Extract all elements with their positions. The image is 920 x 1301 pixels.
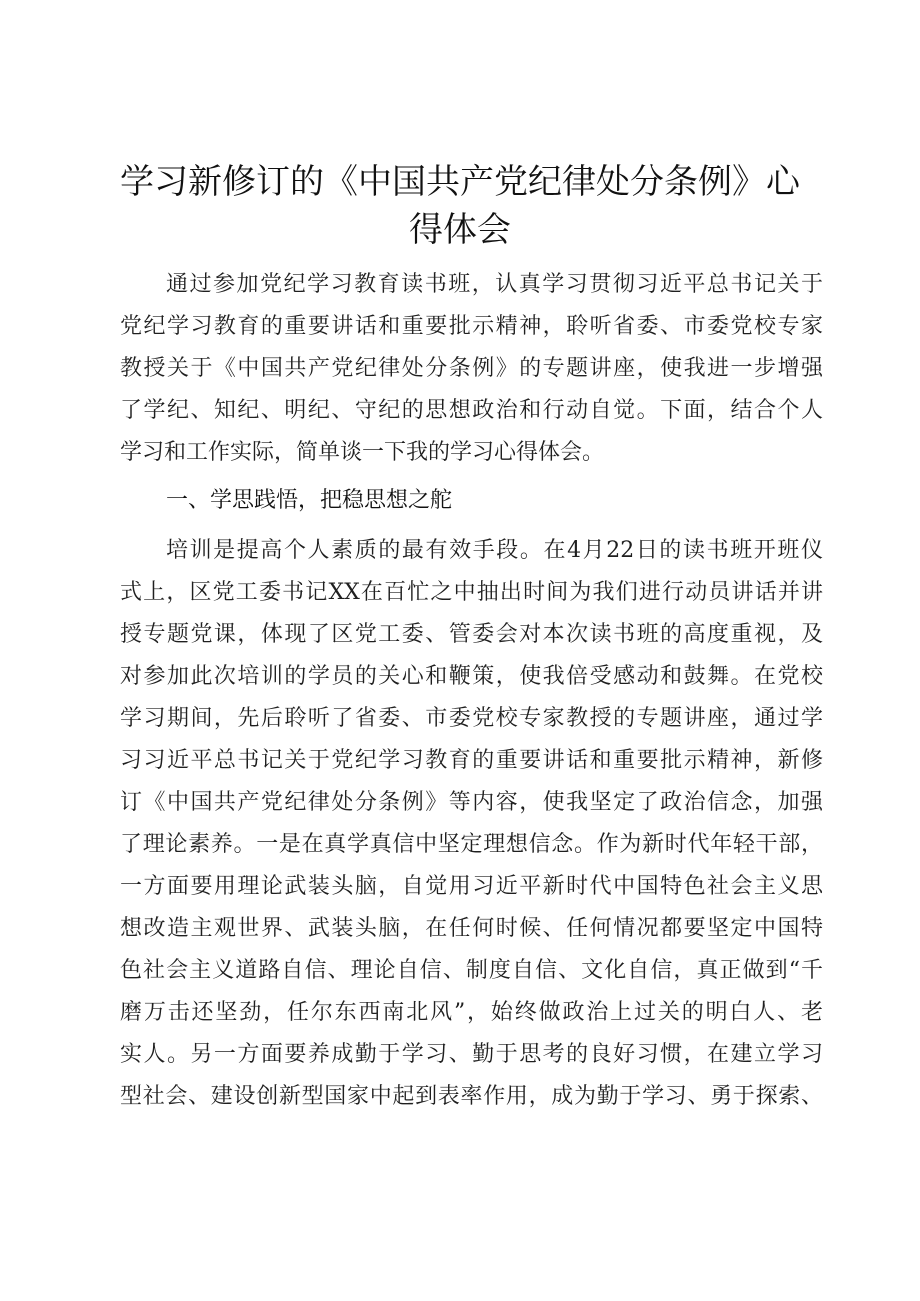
paragraph-1-line-2: 党纪学习教育的重要讲话和重要批示精神，聆听省委、市委党校专家 — [120, 314, 823, 339]
paragraph-2-line-1: 培训是提高个人素质的最有效手段。在4月22日的读书班开班仪 — [166, 538, 823, 563]
paragraph-2-line-4: 对参加此次培训的学员的关心和鞭策，使我倍受感动和鼓舞。在党校 — [120, 664, 823, 689]
paragraph-1-line-1: 通过参加党纪学习教育读书班，认真学习贯彻习近平总书记关于 — [166, 272, 823, 297]
document-title-line-2: 得体会 — [409, 210, 511, 250]
paragraph-2-line-2: 式上，区党工委书记XX在百忙之中抽出时间为我们进行动员讲话并讲 — [120, 580, 823, 605]
paragraph-2-line-9: 一方面要用理论武装头脑，自觉用习近平新时代中国特色社会主义思 — [120, 874, 823, 899]
paragraph-2-line-8: 了理论素养。一是在真学真信中坚定理想信念。作为新时代年轻干部， — [120, 832, 823, 857]
paragraph-2-line-10: 想改造主观世界、武装头脑，在任何时候、任何情况都要坚定中国特 — [120, 916, 823, 941]
paragraph-2-line-12: 磨万击还坚劲，任尔东西南北风”，始终做政治上过关的明白人、老 — [120, 1000, 823, 1025]
paragraph-2-line-7: 订《中国共产党纪律处分条例》等内容，使我坚定了政治信念，加强 — [120, 790, 823, 815]
paragraph-2-line-5: 学习期间，先后聆听了省委、市委党校专家教授的专题讲座，通过学 — [120, 706, 823, 731]
section-1-heading: 一、学思践悟，把稳思想之舵 — [166, 488, 453, 513]
paragraph-1-line-3: 教授关于《中国共产党纪律处分条例》的专题讲座，使我进一步增强 — [120, 356, 823, 381]
document-title-line-1: 学习新修订的《中国共产党纪律处分条例》心 — [120, 162, 800, 202]
paragraph-2-line-11: 色社会主义道路自信、理论自信、制度自信、文化自信，真正做到“千 — [120, 958, 823, 983]
paragraph-2-line-14: 型社会、建设创新型国家中起到表率作用，成为勤于学习、勇于探索、 — [120, 1084, 823, 1109]
paragraph-1-line-5: 学习和工作实际，简单谈一下我的学习心得体会。 — [120, 440, 605, 465]
paragraph-2-line-13: 实人。另一方面要养成勤于学习、勤于思考的良好习惯，在建立学习 — [120, 1042, 823, 1067]
paragraph-1-line-4: 了学纪、知纪、明纪、守纪的思想政治和行动自觉。下面，结合个人 — [120, 398, 823, 423]
paragraph-2-line-6: 习习近平总书记关于党纪学习教育的重要讲话和重要批示精神，新修 — [120, 748, 823, 773]
paragraph-2-line-3: 授专题党课，体现了区党工委、管委会对本次读书班的高度重视，及 — [120, 622, 823, 647]
